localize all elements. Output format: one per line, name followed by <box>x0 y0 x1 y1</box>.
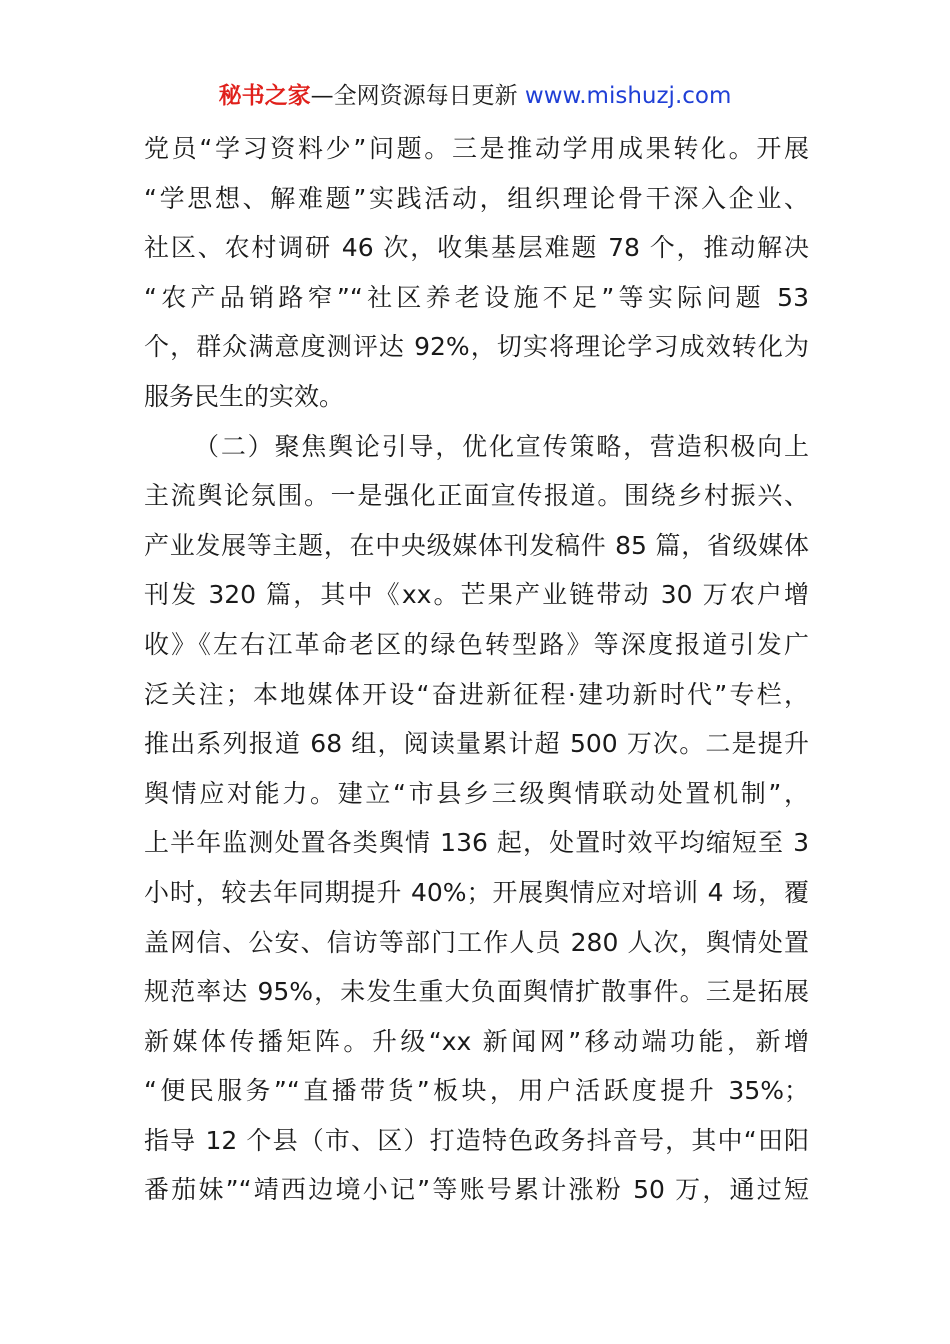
text-line: 指导 12 个县（市、区）打造特色政务抖音号，其中“田阳 <box>144 1125 809 1155</box>
text-line: 个，群众满意度测评达 92%，切实将理论学习成效转化为 <box>144 332 809 362</box>
text-line: “农产品销路窄”“社区养老设施不足”等实际问题 53 <box>144 282 809 312</box>
text-line: “便民服务”“直播带货”板块，用户活跃度提升 35%； <box>144 1076 809 1106</box>
text-line: 番茄妹”“靖西边境小记”等账号累计涨粉 50 万，通过短 <box>144 1175 809 1205</box>
text-line: 刊发 320 篇，其中《xx。芒果产业链带动 30 万农户增 <box>144 580 809 610</box>
text-line: 小时，较去年同期提升 40%；开展舆情应对培训 4 场，覆 <box>144 877 809 907</box>
text-line: 上半年监测处置各类舆情 136 起，处置时效平均缩短至 3 <box>144 828 809 858</box>
section-heading-line: （二）聚焦舆论引导，优化宣传策略，营造积极向上 <box>194 431 809 461</box>
text-line: 规范率达 95%，未发生重大负面舆情扩散事件。三是拓展 <box>144 977 809 1007</box>
website-link[interactable]: www.mishuzj.com <box>524 83 732 109</box>
text-line: 服务民生的实效。 <box>144 381 345 411</box>
document-body <box>144 124 809 1215</box>
text-line: 党员“学习资料少”问题。三是推动学用成果转化。开展 <box>144 134 809 163</box>
page-header <box>0 80 950 112</box>
brand-name: 秘书之家 <box>218 83 311 109</box>
text-line: 产业发展等主题，在中央级媒体刊发稿件 85 篇，省级媒体 <box>144 530 809 560</box>
text-line: 盖网信、公安、信访等部门工作人员 280 人次，舆情处置 <box>144 927 809 957</box>
header-tagline: —全网资源每日更新 <box>310 83 525 109</box>
text-line: 社区、农村调研 46 次，收集基层难题 78 个，推动解决 <box>144 233 809 263</box>
text-line: 新媒体传播矩阵。升级“xx 新闻网”移动端功能，新增 <box>144 1026 809 1056</box>
text-line: 收》《左右江革命老区的绿色转型路》等深度报道引发广 <box>144 629 809 659</box>
text-line: 推出系列报道 68 组，阅读量累计超 500 万次。二是提升 <box>144 729 809 759</box>
text-line: 泛关注；本地媒体开设“奋进新征程·建功新时代”专栏， <box>144 679 809 709</box>
text-line: 主流舆论氛围。一是强化正面宣传报道。围绕乡村振兴、 <box>144 481 809 511</box>
text-line: “学思想、解难题”实践活动，组织理论骨干深入企业、 <box>144 183 809 213</box>
text-line: 舆情应对能力。建立“市县乡三级舆情联动处置机制”， <box>144 778 809 808</box>
